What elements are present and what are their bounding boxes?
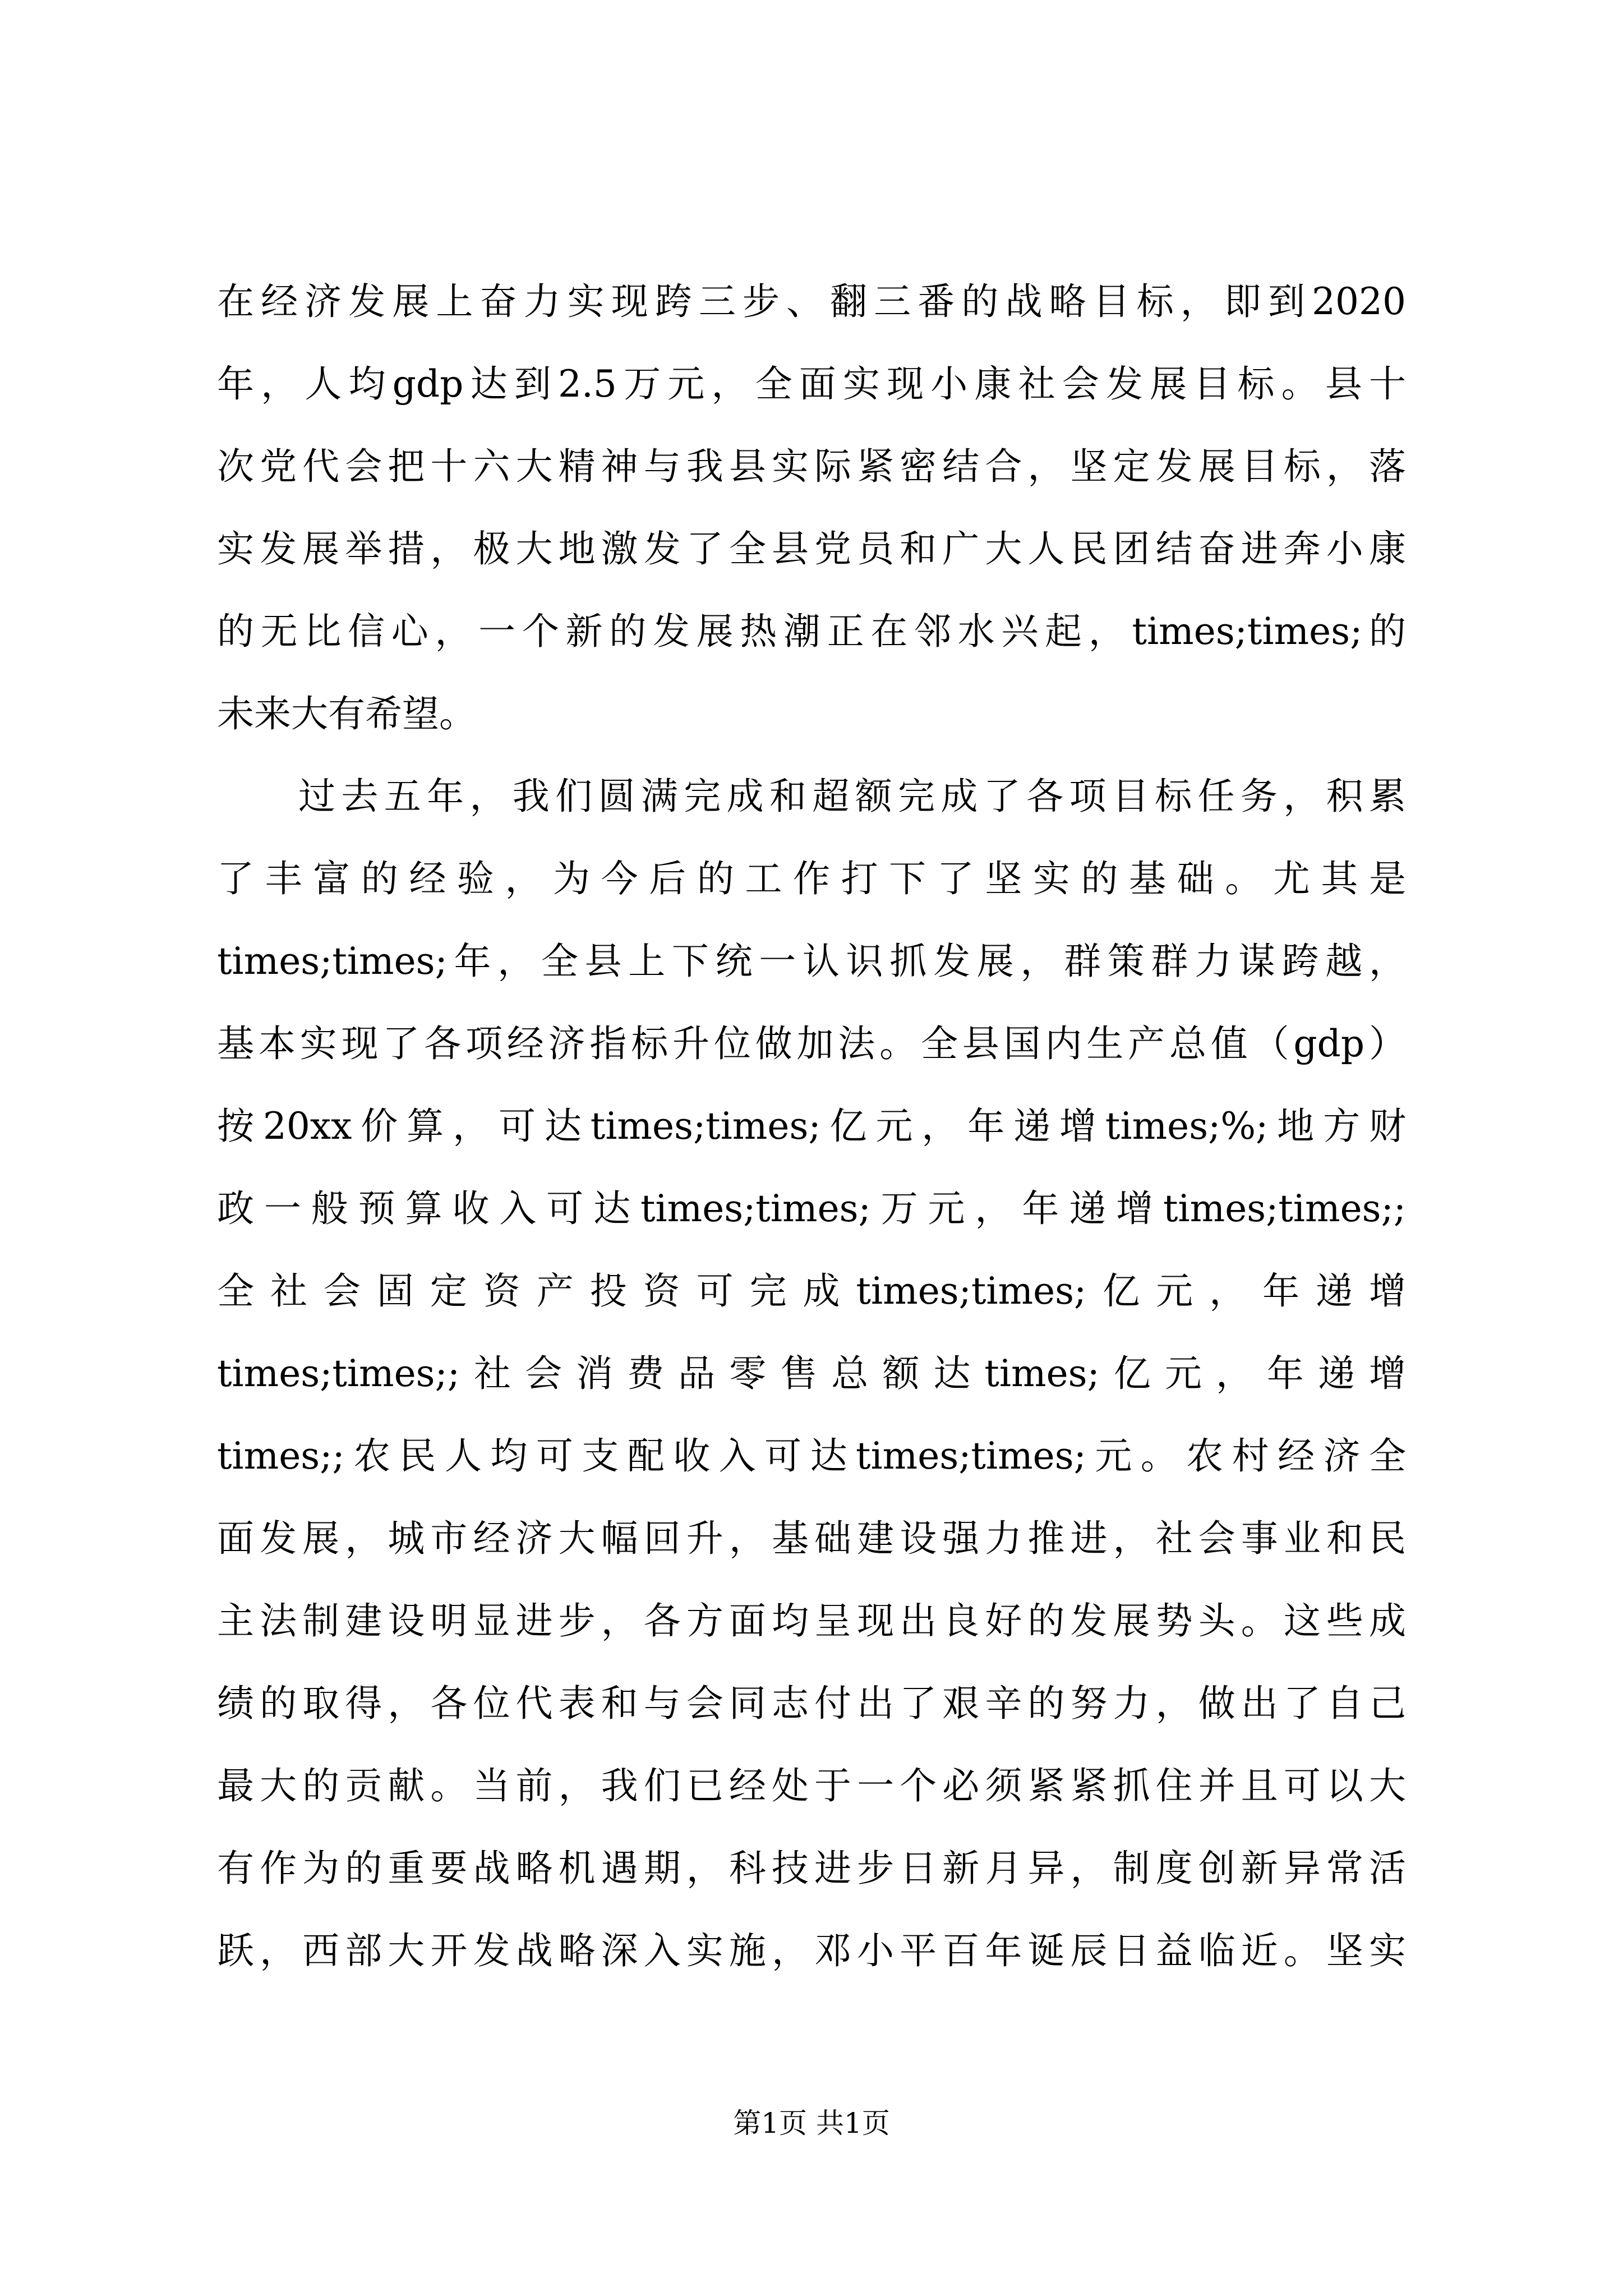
text-line: times;times;;社会消费品零售总额达times;亿元，年递增 <box>217 1352 1406 1395</box>
text-line: 最大的贡献。当前，我们已经处于一个必须紧紧抓住并且可以大 <box>217 1764 1406 1807</box>
text-line: 年，人均gdp达到2.5万元，全面实现小康社会发展目标。县十 <box>217 362 1406 406</box>
text-line: 政一般预算收入可达times;times;万元，年递增times;times;; <box>217 1187 1406 1230</box>
page-footer: 第1页 共1页 <box>733 2107 890 2139</box>
text-line: 主法制建设明显进步，各方面均呈现出良好的发展势头。这些成 <box>217 1599 1406 1642</box>
text-line: 绩的取得，各位代表和与会同志付出了艰辛的努力，做出了自己 <box>217 1682 1406 1725</box>
text-line: times;times;年，全县上下统一认识抓发展，群策群力谋跨越， <box>217 940 1406 983</box>
text-line: 有作为的重要战略机遇期，科技进步日新月异，制度创新异常活 <box>217 1847 1406 1890</box>
text-line: 基本实现了各项经济指标升位做加法。全县国内生产总值（gdp） <box>217 1022 1406 1065</box>
text-line: 跃，西部大开发战略深入实施，邓小平百年诞辰日益临近。坚实 <box>217 1929 1406 1972</box>
text-line: 在经济发展上奋力实现跨三步、翻三番的战略目标，即到2020 <box>217 280 1406 323</box>
text-line: 面发展，城市经济大幅回升，基础建设强力推进，社会事业和民 <box>217 1517 1406 1560</box>
text-line: times;;农民人均可支配收入可达times;times;元。农村经济全 <box>217 1434 1406 1478</box>
text-line: 过去五年，我们圆满完成和超额完成了各项目标任务，积累 <box>298 775 1406 818</box>
text-line: 的无比信心，一个新的发展热潮正在邻水兴起，times;times;的 <box>217 610 1406 653</box>
text-line: 实发展举措，极大地激发了全县党员和广大人民团结奋进奔小康 <box>217 527 1406 570</box>
text-line: 未来大有希望。 <box>217 692 476 735</box>
text-line: 全社会固定资产投资可完成times;times;亿元，年递增 <box>217 1269 1406 1313</box>
text-line: 按20xx价算，可达times;times;亿元，年递增times;%;地方财 <box>217 1105 1406 1148</box>
text-line: 了丰富的经验，为今后的工作打下了坚实的基础。尤其是 <box>217 857 1406 900</box>
text-line: 次党代会把十六大精神与我县实际紧密结合，坚定发展目标，落 <box>217 445 1406 488</box>
